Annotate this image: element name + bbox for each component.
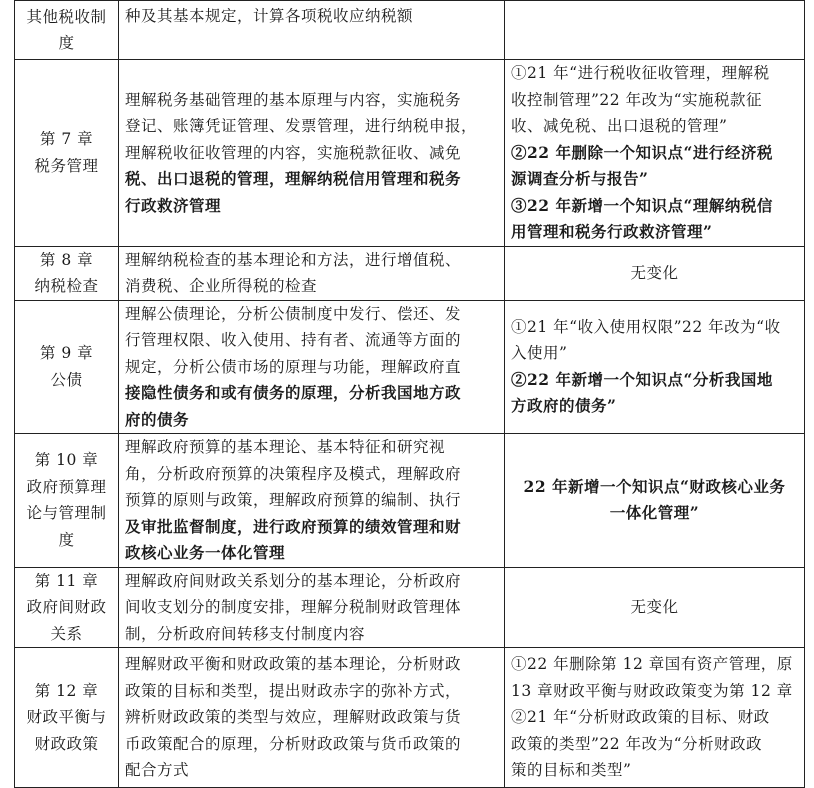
table-row bbox=[15, 648, 805, 788]
chapter-cell bbox=[15, 246, 119, 300]
chapter-line: 第 12 章 bbox=[34, 681, 99, 700]
chapter-cell bbox=[15, 60, 119, 247]
change-line: 收控制管理”22 年改为“实施税款征 bbox=[511, 90, 762, 109]
changes-cell bbox=[505, 434, 805, 568]
chapter-cell bbox=[15, 300, 119, 434]
chapter-line: 税务管理 bbox=[34, 156, 99, 175]
requirement-line: 府的债务 bbox=[125, 409, 190, 429]
changes-cell bbox=[505, 567, 805, 648]
syllabus-table bbox=[14, 0, 805, 788]
change-line: ②22 年新增一个知识点“分析我国地 bbox=[511, 369, 773, 389]
requirement-line: 角，分析政府预算的决策程序及模式，理解政府 bbox=[125, 464, 462, 483]
change-line: 入使用” bbox=[511, 344, 568, 363]
chapter-line: 第 7 章 bbox=[39, 130, 94, 149]
requirement-line: 理解财政平衡和财政政策的基本理论，分析财政 bbox=[125, 655, 462, 674]
chapter-cell bbox=[15, 1, 119, 60]
change-line: 用管理和税务行政救济管理” bbox=[511, 222, 713, 241]
requirement-line: 政核心业务一体化管理 bbox=[125, 543, 286, 562]
change-line: 一体化管理” bbox=[609, 503, 700, 523]
change-line: ②22 年删除一个知识点“进行经济税 bbox=[511, 142, 773, 162]
requirement-cell bbox=[119, 567, 505, 648]
chapter-line: 纳税检查 bbox=[34, 277, 99, 295]
requirement-line: 政策的目标和类型，提出财政赤字的弥补方式， bbox=[125, 681, 462, 700]
change-line: 无变化 bbox=[630, 263, 679, 282]
table-row bbox=[15, 246, 805, 300]
requirement-line: 接隐性债务和或有债务的原理，分析我国地方政 bbox=[125, 383, 462, 402]
requirement-cell bbox=[119, 648, 505, 788]
requirement-line: 及审批监督制度，进行政府预算的绩效管理和财 bbox=[125, 516, 462, 536]
requirement-cell bbox=[119, 300, 505, 434]
chapter-line: 度 bbox=[58, 530, 75, 549]
requirement-line: 税、出口退税的管理，理解纳税信用管理和税务 bbox=[125, 169, 462, 188]
requirement-line: 理解税收征收管理的内容，实施税款征收、减免 bbox=[125, 143, 462, 162]
requirement-cell bbox=[119, 434, 505, 568]
changes-cell bbox=[505, 300, 805, 434]
chapter-cell bbox=[15, 567, 119, 648]
changes-cell bbox=[505, 60, 805, 247]
chapter-line: 财政政策 bbox=[34, 734, 99, 753]
requirement-line: 规定，分析公债市场的原理与功能，理解政府直 bbox=[125, 357, 462, 376]
chapter-line: 其他税收制 bbox=[26, 7, 107, 26]
requirement-cell bbox=[119, 60, 505, 247]
chapter-line: 第 10 章 bbox=[34, 451, 99, 470]
change-line: 方政府的债务” bbox=[511, 396, 617, 416]
chapter-line: 关系 bbox=[50, 624, 83, 643]
requirement-line: 预算的原则与政策，理解政府预算的编制、执行 bbox=[125, 491, 462, 509]
chapter-line: 论与管理制 bbox=[26, 504, 107, 523]
chapter-line: 第 9 章 bbox=[39, 344, 94, 363]
change-line: ①22 年删除第 12 章国有资产管理，原 bbox=[511, 655, 793, 674]
change-line: ②21 年“分析财政政策的目标、财政 bbox=[511, 708, 770, 727]
change-line: 收、减免税、出口退税的管理” bbox=[511, 117, 728, 135]
requirement-line: 理解政府间财政关系划分的基本理论，分析政府 bbox=[125, 571, 462, 590]
chapter-line: 第 8 章 bbox=[39, 250, 94, 269]
requirement-line: 行管理权限、收入使用、持有者、流通等方面的 bbox=[125, 331, 462, 349]
chapter-line: 公债 bbox=[50, 370, 83, 389]
requirement-cell bbox=[119, 1, 505, 60]
requirement-line: 制，分析政府间转移支付制度内容 bbox=[125, 624, 366, 643]
changes-cell bbox=[505, 1, 805, 60]
table-row bbox=[15, 1, 805, 60]
change-line: ①21 年“进行税收征收管理，理解税 bbox=[511, 64, 770, 82]
requirement-line: 种及其基本规定，计算各项税收应纳税额 bbox=[125, 7, 414, 25]
change-line: 政策的类型”22 年改为“分析财政政 bbox=[511, 734, 762, 753]
requirement-cell bbox=[119, 246, 505, 300]
chapter-line: 政府间财政 bbox=[26, 598, 107, 616]
change-line: ①21 年“收入使用权限”22 年改为“收 bbox=[511, 317, 781, 336]
change-line: ③22 年新增一个知识点“理解纳税信 bbox=[511, 195, 773, 215]
chapter-line: 第 11 章 bbox=[34, 571, 99, 590]
requirement-line: 登记、账簿凭证管理、发票管理，进行纳税申报， bbox=[125, 117, 478, 135]
requirement-line: 消费税、企业所得税的检查 bbox=[125, 277, 318, 295]
chapter-line: 度 bbox=[58, 34, 75, 52]
table-row bbox=[15, 434, 805, 568]
requirement-line: 理解税务基础管理的基本原理与内容，实施税务 bbox=[125, 90, 462, 109]
changes-cell bbox=[505, 648, 805, 788]
change-line: 13 章财政平衡与财政政策变为第 12 章 bbox=[511, 681, 793, 700]
table-row bbox=[15, 60, 805, 247]
change-line: 22 年新增一个知识点“财政核心业务 bbox=[523, 476, 786, 496]
chapter-cell bbox=[15, 434, 119, 568]
requirement-line: 行政救济管理 bbox=[125, 195, 222, 215]
chapter-cell bbox=[15, 648, 119, 788]
requirement-line: 辨析财政政策的类型与效应，理解财政政策与货 bbox=[125, 708, 462, 727]
table-row bbox=[15, 300, 805, 434]
requirement-line: 间收支划分的制度安排，理解分税制财政管理体 bbox=[125, 598, 462, 616]
change-line: 策的目标和类型” bbox=[511, 761, 632, 780]
requirement-line: 币政策配合的原理，分析财政政策与货币政策的 bbox=[125, 734, 462, 753]
requirement-line: 理解政府预算的基本理论、基本特征和研究视 bbox=[125, 438, 446, 456]
requirement-line: 理解公债理论，分析公债制度中发行、偿还、发 bbox=[125, 304, 462, 323]
change-line: 无变化 bbox=[630, 598, 679, 616]
requirement-line: 理解纳税检查的基本理论和方法，进行增值税、 bbox=[125, 250, 462, 269]
chapter-line: 政府预算理 bbox=[26, 477, 107, 496]
change-line: 源调查分析与报告” bbox=[511, 169, 649, 188]
table-row bbox=[15, 567, 805, 648]
changes-cell bbox=[505, 246, 805, 300]
requirement-line: 配合方式 bbox=[125, 761, 190, 780]
chapter-line: 财政平衡与 bbox=[26, 708, 107, 727]
